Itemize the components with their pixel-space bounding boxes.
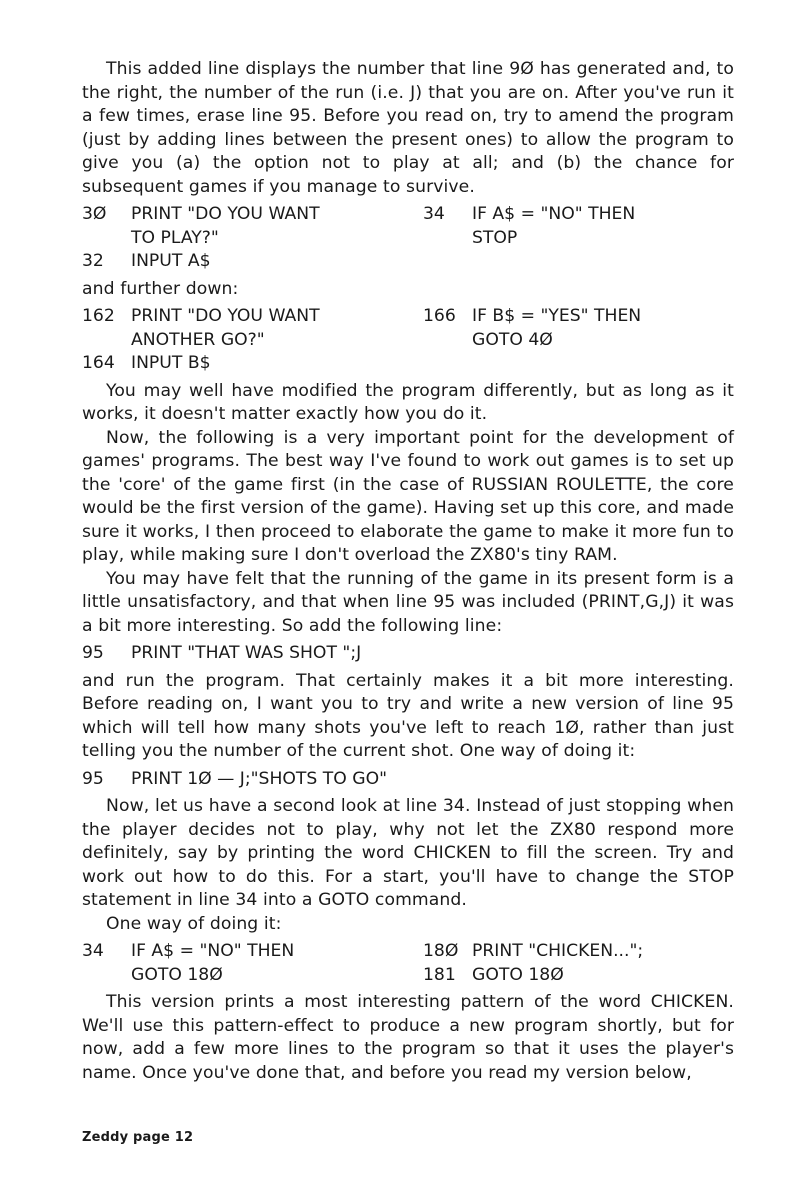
line-number — [82, 227, 131, 251]
line-number — [82, 329, 131, 353]
code-column-left — [82, 940, 423, 987]
code-text: TO PLAY?" — [131, 227, 219, 248]
code-line — [82, 352, 423, 376]
line-number: 34 — [423, 204, 445, 224]
code-line — [82, 768, 387, 792]
code-line — [82, 305, 423, 329]
code-text: PRINT "THAT WAS SHOT ";J — [131, 643, 362, 663]
line-number — [82, 964, 131, 988]
code-line — [82, 940, 423, 964]
code-column-right — [423, 203, 734, 274]
code-text: IF B$ = "YES" THEN — [472, 306, 642, 326]
line-number — [423, 227, 472, 251]
line-number — [423, 329, 472, 353]
code-text: PRINT 1Ø — J;"SHOTS TO GO" — [131, 768, 388, 789]
code-line — [82, 964, 423, 988]
paragraph: This added line displays the number that line 9Ø has generated and, to the right, the number of the run (i.e. J) that you are on. After you've run it a few times, erase line 95. Before you read on, try to amend the program (just by adding lines between the present ones) to allow the program to give you (a) the option not to play at all; and (b) the chance for subsequent games if you manage to survive. — [82, 59, 734, 197]
code-line — [82, 227, 423, 251]
code-text: INPUT A$ — [131, 251, 211, 271]
code-text: GOTO 18Ø — [131, 964, 223, 985]
line-number: 32 — [82, 251, 104, 271]
paragraph: and run the program. That certainly makes it a bit more interesting. Before reading on, I want you to try and write a new version of line 95 which will tell how many shots you've left to reach 1Ø, rather than just telling you the number of the current shot. One way of doing it: — [82, 670, 734, 761]
line-number: 95 — [82, 643, 104, 663]
code-line — [82, 329, 423, 353]
line-number: 95 — [82, 768, 104, 789]
code-line — [423, 227, 734, 251]
line-number: 166 — [423, 306, 456, 326]
code-line — [423, 964, 734, 988]
code-text: PRINT "DO YOU WANT — [131, 204, 320, 224]
line-number: 34 — [82, 941, 104, 961]
code-text: GOTO 18Ø — [472, 964, 564, 985]
line-number: 162 — [82, 306, 115, 326]
code-line — [423, 940, 734, 964]
line-number: 18Ø — [423, 941, 459, 961]
line-number: 3Ø — [82, 204, 107, 224]
code-text: STOP — [472, 227, 518, 248]
code-block — [82, 768, 734, 792]
code-text: PRINT "DO YOU WANT — [131, 306, 320, 326]
code-column-right — [423, 940, 734, 987]
code-line — [423, 305, 734, 329]
code-column-right — [423, 305, 734, 376]
page-body — [82, 58, 734, 1085]
code-line — [82, 642, 361, 666]
code-block — [82, 305, 734, 376]
code-column-left — [82, 203, 423, 274]
code-text: ANOTHER GO?" — [131, 329, 265, 350]
code-text: IF A$ = "NO" THEN — [131, 941, 295, 961]
code-column-left — [82, 305, 423, 376]
code-text: PRINT "CHICKEN..."; — [472, 941, 644, 961]
code-text: IF A$ = "NO" THEN — [472, 204, 636, 224]
code-line — [423, 329, 734, 353]
line-number: 181 — [423, 964, 456, 985]
code-block — [82, 940, 734, 987]
paragraph: You may well have modified the program differently, but as long as it works, it doesn't matter exactly how you do it. — [82, 380, 734, 424]
code-text: INPUT B$ — [131, 353, 211, 373]
page-footer: Zeddy page 12 — [82, 1130, 194, 1145]
paragraph: One way of doing it: — [106, 913, 282, 934]
code-line — [82, 203, 423, 227]
paragraph: You may have felt that the running of the game in its present form is a little unsatisfactory, and that when line 95 was included (PRINT,G,J) it was a bit more interesting. So add the following line: — [82, 568, 734, 636]
paragraph: and further down: — [82, 278, 239, 299]
code-block — [82, 203, 734, 274]
code-line — [82, 250, 423, 274]
paragraph: This version prints a most interesting pattern of the word CHICKEN. We'll use this pattern-effect to produce a new program shortly, but for now, add a few more lines to the program so that it uses the player's name. Once you've done that, and before you read my version below, — [82, 992, 734, 1083]
paragraph: Now, let us have a second look at line 34. Instead of just stopping when the player decides not to play, why not let the ZX80 respond more definitely, say by printing the word CHICKEN to fill the screen. Try and work out how to do this. For a start, you'll have to change the STOP statement in line 34 into a GOTO command. — [82, 796, 734, 910]
code-block — [82, 642, 734, 666]
paragraph: Now, the following is a very important point for the development of games' programs. The best way I've found to work out games is to set up the 'core' of the game first (in the case of RUSSIAN ROULETTE, the core would be the first version of the game). Having set up this core, and made sure it works, I then proceed to elaborate the game to make it more fun to play, while making sure I don't overload the ZX80's tiny RAM. — [82, 427, 734, 565]
code-text: GOTO 4Ø — [472, 329, 553, 350]
code-line — [423, 203, 734, 227]
line-number: 164 — [82, 353, 115, 373]
